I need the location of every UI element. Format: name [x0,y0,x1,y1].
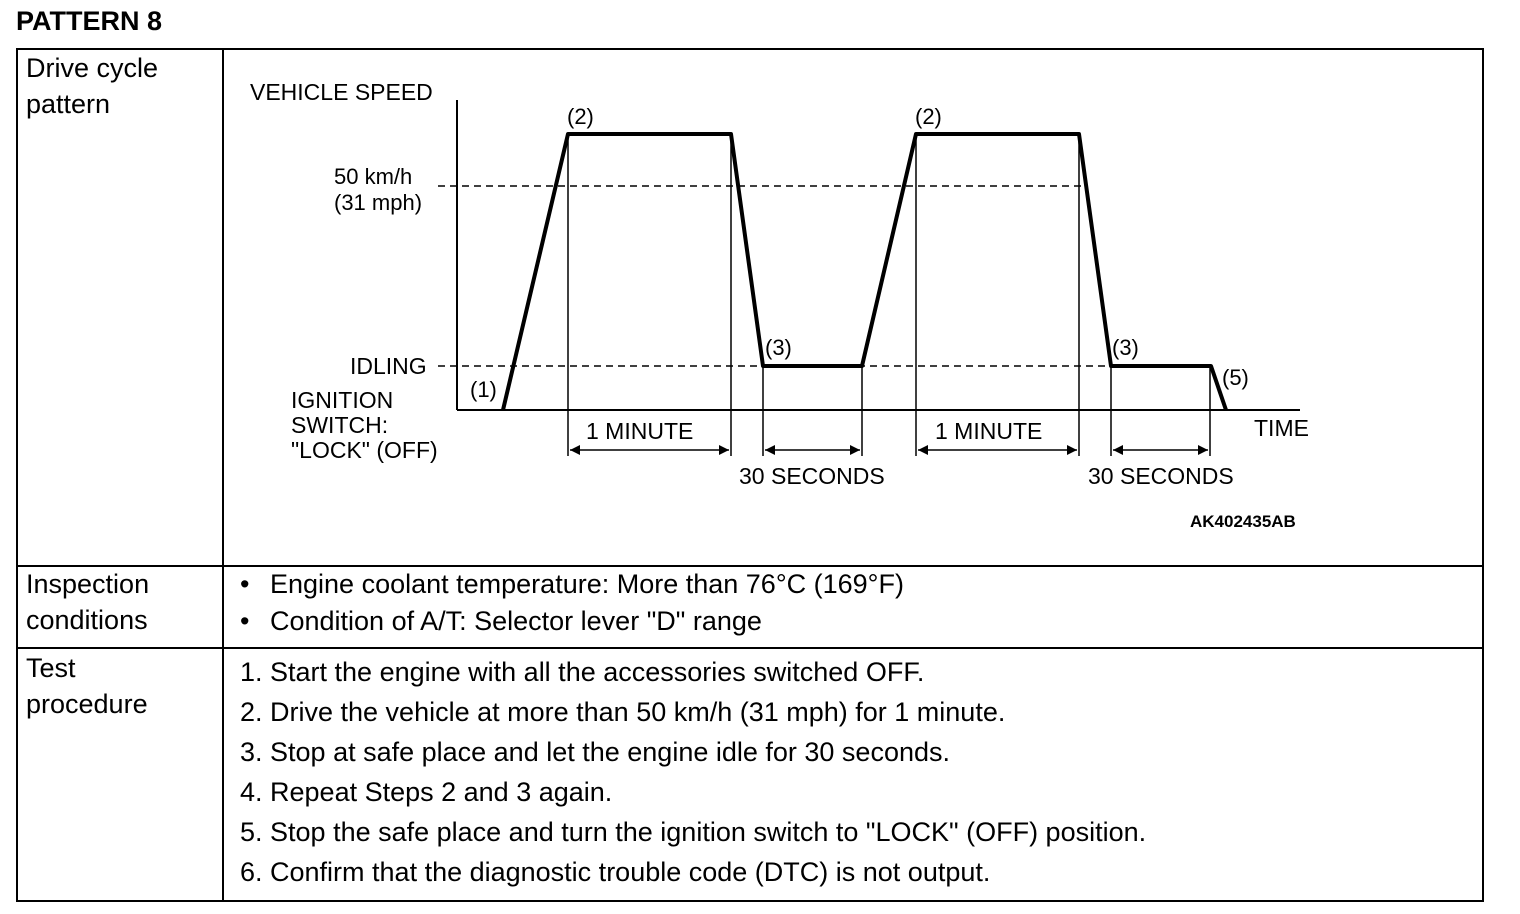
inspection-label: Inspection conditions [26,569,150,635]
row-divider [16,647,1484,649]
inspection-conditions [240,566,904,640]
procedure-step: 3. Stop at safe place and let the engine idle for 30 seconds. [240,737,950,767]
marker-label: (3) [765,335,792,360]
speed-label: 50 km/h [334,164,413,189]
x-axis-label: TIME [1254,415,1309,441]
duration-label: 1 MINUTE [586,418,694,444]
test-procedure [240,652,1146,892]
marker-label: (2) [915,104,942,129]
page-title: PATTERN 8 [16,6,163,36]
speed-trace [503,134,1226,410]
condition-item: • Engine coolant temperature: More than 76°C (169°F) [240,569,904,599]
procedure-label: Test procedure [26,653,148,719]
marker-label: (3) [1112,335,1139,360]
drive-cycle-label: Drive cycle pattern [26,53,159,119]
marker-label: (5) [1222,365,1249,390]
procedure-step: 2. Drive the vehicle at more than 50 km/h (31 mph) for 1 minute. [240,697,1006,727]
speed-label: (31 mph) [334,190,423,215]
procedure-step: 4. Repeat Steps 2 and 3 again. [240,777,613,807]
procedure-step: 5. Stop the safe place and turn the ignition switch to "LOCK" (OFF) position. [240,817,1147,847]
condition-item: • Condition of A/T: Selector lever "D" range [240,606,762,636]
drive-cycle-diagram [224,50,1482,564]
duration-label: 30 SECONDS [739,463,885,489]
duration-label: 1 MINUTE [935,418,1043,444]
marker-label: (1) [470,377,497,402]
y-axis-label: VEHICLE SPEED [250,79,433,105]
ignition-label: SWITCH: [291,412,389,438]
idling-label: IDLING [350,353,427,379]
duration-label: 30 SECONDS [1088,463,1234,489]
marker-label: (2) [567,104,594,129]
figure-code: AK402435AB [1190,512,1296,531]
ignition-label: "LOCK" (OFF) [291,437,438,463]
ignition-label: IGNITION [291,387,394,413]
procedure-step: 6. Confirm that the diagnostic trouble code (DTC) is not output. [240,857,991,887]
procedure-step: 1. Start the engine with all the accessories switched OFF. [240,657,925,687]
